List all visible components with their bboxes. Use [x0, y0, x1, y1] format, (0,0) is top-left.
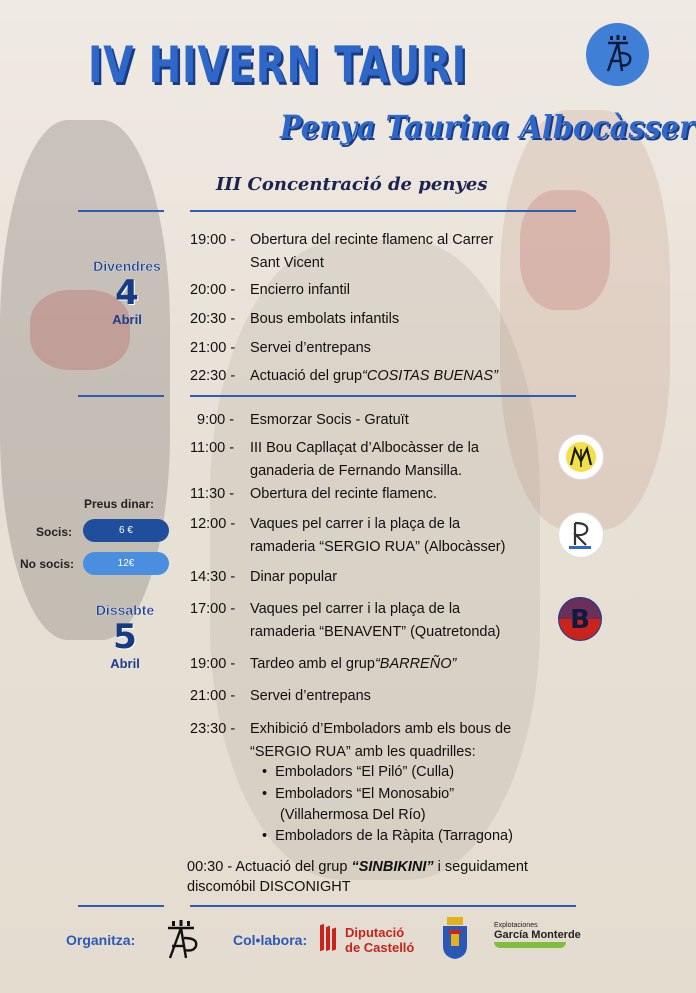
event-row — [190, 279, 350, 302]
divider — [190, 905, 576, 907]
divider — [190, 210, 576, 212]
price-label: Socis: — [36, 525, 73, 539]
poster-title: IV HIVERN TAURI — [88, 36, 467, 94]
event-text: Vaques pel carrer i la plaça de la — [250, 516, 461, 532]
event-text: Servei d’entrepans — [250, 688, 371, 704]
event-row — [190, 365, 498, 388]
price-label: No socis: — [20, 557, 75, 571]
day-name: Divendres — [93, 258, 161, 274]
list-item: • Emboladors “El Piló” (Culla) — [262, 764, 455, 780]
price-socis: 6 € — [83, 519, 169, 542]
event-text-emphasis: “COSITAS BUENAS” — [362, 368, 498, 384]
event-text: III Bou Capllaçat d’Albocàsser de la — [250, 440, 479, 456]
event-time: 9:00 - — [197, 412, 235, 428]
event-time: 19:00 - — [190, 232, 236, 248]
divider — [190, 395, 576, 397]
day-friday — [84, 258, 170, 327]
event-time: 12:00 - — [190, 516, 236, 532]
day-number: 5 — [113, 617, 137, 657]
event-row — [190, 483, 437, 506]
event-text-cont: “SERGIO RUA” amb les quadrilles: — [250, 744, 476, 760]
event-time: 21:00 - — [190, 688, 236, 704]
mansilla-logo-icon — [558, 434, 604, 480]
event-text: Exhibició d’Emboladors amb els bous de — [250, 721, 512, 737]
benavent-logo-icon — [558, 597, 602, 641]
event-text: Vaques pel carrer i la plaça de la — [250, 601, 461, 617]
sponsor-swoosh-icon — [494, 942, 566, 948]
list-item: • Emboladors de la Ràpita (Tarragona) — [262, 828, 513, 844]
event-row — [190, 229, 493, 275]
event-text: Obertura del recinte flamenc al Carrer — [250, 232, 494, 248]
sponsor-logo — [494, 922, 581, 948]
event-time: 11:30 - — [190, 486, 235, 502]
event-row — [190, 718, 511, 764]
day-saturday — [82, 602, 168, 671]
event-row — [190, 308, 399, 331]
divider — [78, 395, 164, 397]
event-text: Tardeo amb el grup — [250, 656, 375, 672]
event-text: Dinar popular — [250, 569, 338, 585]
event-row — [190, 653, 456, 676]
sponsor-name: García Monterde — [494, 929, 581, 941]
event-row — [190, 437, 479, 483]
collabora-label: Col•labora: — [233, 932, 308, 948]
event-text: Bous embolats infantils — [250, 311, 400, 327]
event-time: 20:30 - — [190, 311, 236, 327]
price-no-socis: 12€ — [83, 552, 169, 575]
event-text: Actuació del grup — [232, 859, 352, 875]
event-time: 17:00 - — [190, 601, 236, 617]
divider — [78, 905, 164, 907]
svg-text:B: B — [570, 605, 590, 635]
event-time: 23:30 - — [190, 721, 236, 737]
list-item-text: Emboladors “El Piló” (Culla) — [275, 764, 455, 780]
penya-logo-icon — [586, 23, 649, 86]
event-text: Esmorzar Socis - Gratuït — [250, 412, 409, 428]
event-text-emphasis: “BARREÑO” — [374, 656, 457, 672]
albocasser-shield-icon — [441, 916, 469, 965]
event-row — [190, 685, 371, 708]
event-text-emphasis: “SINBIKINI” — [351, 859, 434, 875]
poster-subtitle: Penya Taurina Albocàsser — [280, 108, 695, 146]
diputacio-line: de Castelló — [345, 940, 415, 955]
event-text-cont: ramaderia “BENAVENT” (Quatretonda) — [250, 624, 501, 640]
list-item-text: Emboladors “El Monosabio” — [275, 786, 455, 802]
diputacio-line: Diputació — [345, 925, 405, 940]
event-time: 22:30 - — [190, 368, 236, 384]
list-item-text: Emboladors de la Ràpita (Tarragona) — [275, 828, 513, 844]
poster-subhead: III Concentració de penyes — [216, 174, 488, 195]
event-row — [190, 513, 505, 559]
sponsor-small: Explotaciones — [494, 922, 538, 929]
event-text-cont: discomóbil DISCONIGHT — [187, 879, 351, 895]
day-number: 4 — [115, 273, 139, 313]
event-time: 19:00 - — [190, 656, 236, 672]
event-row — [190, 566, 337, 589]
event-row — [190, 598, 500, 644]
day-name: Dissabte — [95, 602, 155, 618]
event-row — [190, 337, 371, 360]
event-text-cont: ramaderia “SERGIO RUA” (Albocàsser) — [250, 539, 506, 555]
event-row — [197, 409, 409, 432]
diputacio-logo-icon — [318, 924, 342, 959]
event-text: Obertura del recinte flamenc. — [250, 486, 437, 502]
event-time: 00:30 - — [187, 859, 233, 875]
event-row — [187, 857, 528, 897]
event-text-cont: Sant Vicent — [250, 255, 324, 271]
event-text: Encierro infantil — [250, 282, 350, 298]
sergio-rua-logo-icon — [558, 512, 604, 558]
divider — [78, 210, 164, 212]
diputacio-name — [345, 925, 414, 955]
organizer-logo-icon — [160, 918, 204, 967]
organitza-label: Organitza: — [66, 932, 136, 948]
background-figure — [520, 190, 610, 310]
event-time: 21:00 - — [190, 340, 236, 356]
event-text-cont: ganaderia de Fernando Mansilla. — [250, 463, 462, 479]
price-title: Preus dinar: — [84, 497, 155, 511]
event-text: Actuació del grup — [250, 368, 363, 384]
event-text: i seguidament — [433, 859, 528, 875]
list-item-cont: (Villahermosa Del Río) — [280, 807, 426, 823]
day-month: Abril — [110, 656, 140, 671]
event-time: 14:30 - — [190, 569, 236, 585]
list-item: • Emboladors “El Monosabio” — [262, 786, 455, 802]
day-month: Abril — [112, 312, 142, 327]
event-time: 11:00 - — [190, 440, 235, 456]
event-text: Servei d’entrepans — [250, 340, 371, 356]
event-time: 20:00 - — [190, 282, 236, 298]
